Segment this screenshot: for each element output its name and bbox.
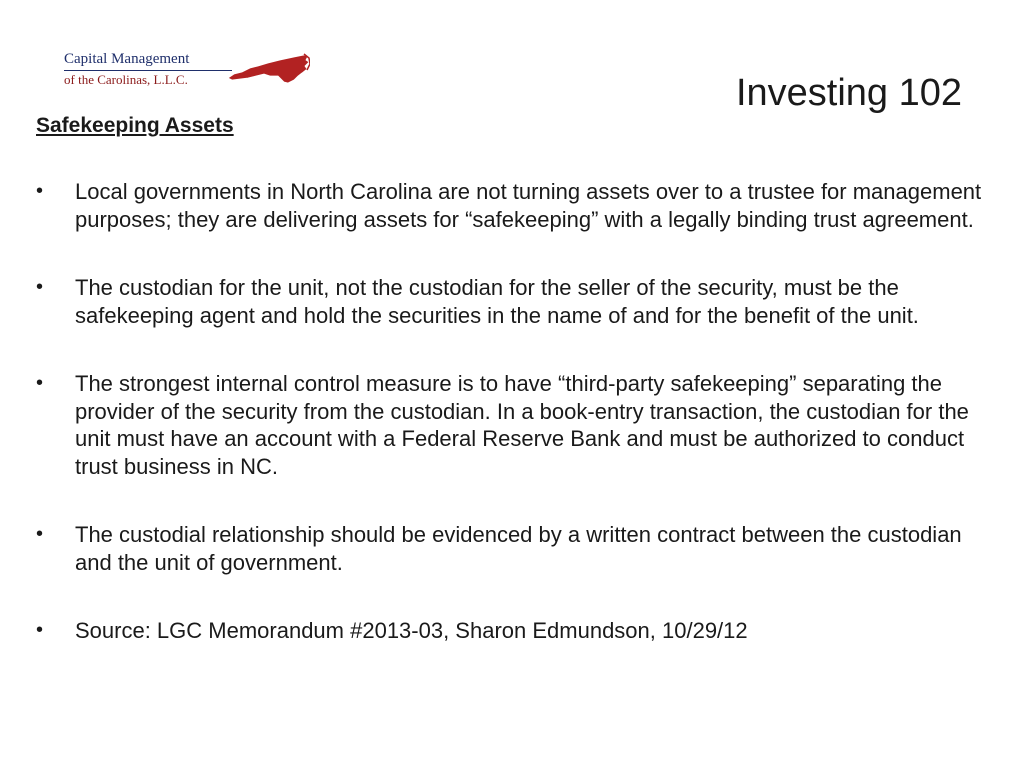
bullet-text: Local governments in North Carolina are not turning assets over to a trustee for management purposes; they are delivering assets for “safekeeping” with a legally binding trust agreement. xyxy=(75,179,982,232)
slide-title: Investing 102 xyxy=(735,72,962,114)
bullet-item xyxy=(36,274,996,329)
bullet-marker: • xyxy=(36,276,44,298)
bullet-list xyxy=(36,178,996,645)
logo-divider xyxy=(64,70,232,71)
logo-company-suffix: of the Carolinas, L.L.C. xyxy=(64,72,188,87)
bullet-text: The custodial relationship should be evidenced by a written contract between the custodian and the unit of government. xyxy=(75,522,962,575)
bullet-text: The custodian for the unit, not the custodian for the seller of the security, must be the safekeeping agent and hold the securities in the name of and for the benefit of the unit. xyxy=(75,275,919,328)
bullet-marker: • xyxy=(36,180,44,202)
bullet-marker: • xyxy=(36,619,44,641)
nc-map-shape xyxy=(228,55,309,83)
bullet-item xyxy=(36,178,996,233)
section-heading: Safekeeping Assets xyxy=(36,114,234,137)
company-logo xyxy=(60,50,320,90)
bullet-item xyxy=(36,521,996,576)
bullet-text: The strongest internal control measure is to have “third-party safekeeping” separating the provider of the security from the custodian. In a book-entry transaction, the custodian for the unit must have an account with a Federal Reserve Bank and must be authorized to conduct trust business in NC. xyxy=(75,371,969,479)
bullet-text: Source: LGC Memorandum #2013-03, Sharon Edmundson, 10/29/12 xyxy=(75,618,748,643)
logo-company-name: Capital Management xyxy=(64,51,190,67)
bullet-item xyxy=(36,617,996,645)
bullet-item xyxy=(36,370,996,480)
bullet-marker: • xyxy=(36,523,44,545)
north-carolina-map-icon xyxy=(228,52,310,86)
bullet-marker: • xyxy=(36,372,44,394)
